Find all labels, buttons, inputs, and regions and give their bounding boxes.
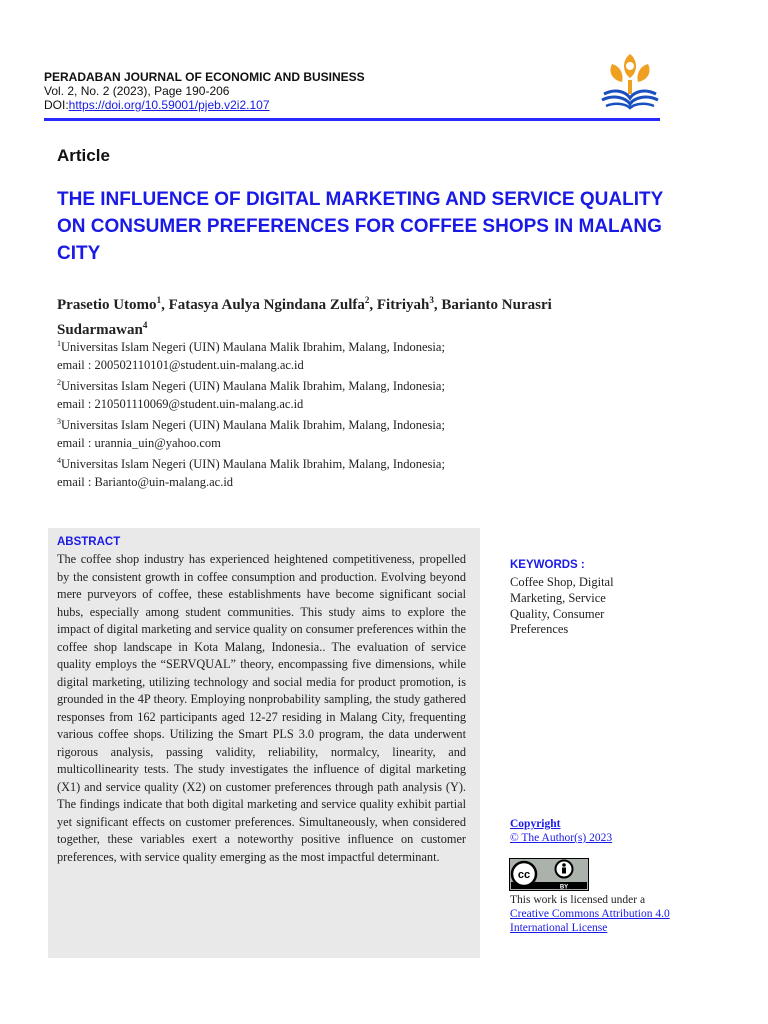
aff-sup: 2 (57, 378, 61, 388)
aff-sup: 4 (57, 456, 61, 466)
journal-name: PERADABAN JOURNAL OF ECONOMIC AND BUSINESS (44, 70, 365, 84)
doi-label: DOI: (44, 98, 69, 112)
aff-email: email : 210501110069@student.uin-malang.ac.id (57, 396, 304, 411)
aff-email: email : urannia_uin@yahoo.com (57, 435, 221, 450)
journal-logo (598, 50, 662, 112)
aff-sup: 3 (57, 417, 61, 427)
aff-inst: Universitas Islam Negeri (UIN) Maulana Malik Ibrahim, Malang, Indonesia; (61, 340, 445, 355)
cc-text: cc (517, 869, 531, 881)
copyright-heading[interactable]: Copyright (510, 818, 561, 830)
keywords-text: Coffee Shop, Digital Marketing, Service Quality, Consumer Preferences (510, 575, 614, 637)
affiliation-item (57, 413, 657, 452)
affiliation-item (57, 335, 657, 374)
author-sup: 2 (364, 295, 370, 305)
author-name: Fitriyah (376, 297, 430, 313)
aff-inst: Universitas Islam Negeri (UIN) Maulana Malik Ibrahim, Malang, Indonesia; (61, 379, 445, 394)
author-sup: 3 (429, 295, 434, 305)
by-text: BY (559, 884, 569, 891)
journal-doi (44, 98, 365, 112)
author-name: Fatasya Aulya Ngindana Zulfa (168, 297, 365, 313)
aff-inst: Universitas Islam Negeri (UIN) Maulana Malik Ibrahim, Malang, Indonesia; (61, 418, 445, 433)
header-rule (44, 118, 660, 121)
copyright-line[interactable]: © The Author(s) 2023 (510, 832, 613, 844)
affiliation-list (57, 335, 657, 492)
abstract-heading: ABSTRACT (57, 536, 121, 548)
cc-by-badge[interactable] (509, 858, 589, 891)
aff-sup: 1 (57, 339, 61, 348)
affiliation-item (57, 452, 657, 491)
doi-link[interactable]: https://doi.org/10.59001/pjeb.v2i2.107 (68, 98, 270, 112)
affiliation-item (57, 374, 657, 413)
license-statement (510, 893, 680, 935)
aff-email: email : 200502110101@student.uin-malang.ac.id (57, 357, 304, 372)
license-link[interactable]: Creative Commons Attribution 4.0 International License (510, 908, 670, 934)
journal-volume: Vol. 2, No. 2 (2023), Page 190-206 (44, 84, 230, 98)
author-name: Barianto Nurasri Sudarmawan (57, 297, 552, 338)
author-sup: 4 (142, 320, 148, 330)
aff-inst: Universitas Islam Negeri (UIN) Maulana Malik Ibrahim, Malang, Indonesia; (61, 457, 445, 472)
author-sup: 1 (156, 295, 162, 305)
aff-email: email : Barianto@uin-malang.ac.id (57, 475, 234, 490)
abstract-text: The coffee shop industry has experienced heightened competitiveness, propelled by the consistent growth in coffee consumption and production. Evolving beyond mere purveyors of coffee, these establishments have become significant social hubs, especially among student communities. This study aims to explore the impact of digital marketing and service quality on consumer preferences within the coffee shop landscape in Kota Malang, Indonesia.. The evaluation of service quality employs the “SERVQUAL” theory, encompassing five dimensions, while digital marketing, utilizing technology and social media for product promotion, is grounded in the 4P theory. Employing nonprobability sampling, the study gathered responses from 162 participants aged 12-27 residing in Malang City, frequenting various coffee shops. Utilizing the Smart PLS 3.0 program, the data underwent rigorous analysis, passing validity, reliability, normalcy, linearity, and multicollinearity tests. The study investigates the influence of digital marketing (X1) and service quality (X2) on customer preferences through path analysis (Y). The findings indicate that both digital marketing and service quality exhibit partial yet significant effects on customer preferences. Simultaneously, when considered together, these variables exert a noteworthy positive influence on customer preferences, with service quality emerging as the most impactful determinant. (57, 552, 466, 864)
keywords-heading: KEYWORDS : (510, 559, 585, 571)
paper-title: THE INFLUENCE OF DIGITAL MARKETING AND SERVICE QUALITY ON CONSUMER PREFERENCES FOR COFFEE SHOPS IN MALANG CITY (57, 189, 663, 264)
author-name: Prasetio Utomo (57, 297, 157, 313)
author-list: Prasetio Utomo$^1$, Fatasya Aulya Ngindana Zulfa$^2$, Fitriyah$^3$, Barianto Nurasri Sudarmawan$^4$ (57, 295, 552, 338)
article-type: Article (57, 146, 110, 165)
license-prefix: This work is licensed under a (510, 894, 646, 906)
journal-header (44, 70, 365, 112)
